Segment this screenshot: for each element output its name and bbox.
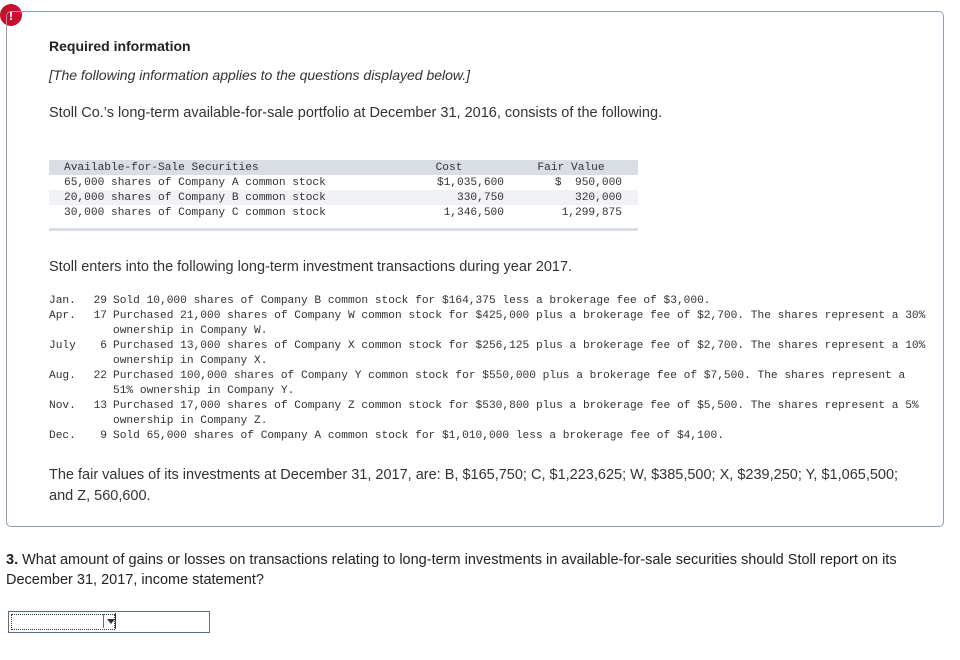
list-item: [49, 399, 929, 429]
required-information-title: Required information: [49, 38, 191, 54]
transaction-month: July: [49, 340, 76, 352]
info-note: [The following information applies to the questions displayed below.]: [49, 67, 471, 83]
security-fair-value: 320,000: [504, 190, 638, 205]
gain-loss-select[interactable]: [11, 614, 115, 630]
transaction-month: Dec.: [49, 430, 76, 442]
list-item: [49, 294, 929, 309]
portfolio-intro: Stoll Co.’s long-term available-for-sale portfolio at December 31, 2016, consists of the following.: [49, 105, 663, 121]
security-fair-value: 1,299,875: [561, 206, 622, 219]
transaction-text: Purchased 100,000 shares of Company Y common stock for $550,000 plus a brokerage fee of $7,500. The shares represent a 51% ownership in Company Y.: [113, 370, 906, 397]
answer-row: [8, 611, 210, 633]
transaction-text: Sold 10,000 shares of Company B common stock for $164,375 less a brokerage fee of $3,000.: [113, 295, 711, 307]
security-cost: 330,750: [394, 190, 504, 205]
security-name: 65,000 shares of Company A common stock: [64, 176, 326, 189]
transaction-month: Apr.: [49, 310, 76, 322]
list-item: [49, 309, 929, 339]
security-fair-value: $ 950,000: [554, 176, 622, 189]
table-row: [49, 175, 638, 190]
transactions-intro: Stoll enters into the following long-term investment transactions during year 2017.: [49, 259, 573, 275]
transaction-text: Purchased 13,000 shares of Company X common stock for $256,125 plus a brokerage fee of $2,700. The shares represent a 10% ownership in Company X.: [113, 340, 926, 367]
table-row: [49, 205, 638, 220]
list-item: [49, 339, 929, 369]
transaction-day: 9: [100, 430, 107, 442]
security-cost: 1,346,500: [443, 206, 504, 219]
transaction-month: Aug.: [49, 370, 76, 382]
transaction-text: Purchased 21,000 shares of Company W common stock for $425,000 plus a brokerage fee of $2,700. The shares represent a 30% ownership in Company W.: [113, 310, 926, 337]
column-header: Fair Value: [504, 160, 638, 175]
list-item: [49, 369, 929, 399]
exclamation-icon: !: [0, 4, 22, 26]
transaction-day: 6: [100, 340, 107, 352]
transaction-month: Nov.: [49, 400, 76, 412]
chevron-down-icon: [107, 619, 115, 624]
transaction-month: Jan.: [49, 295, 76, 307]
transaction-day: 17: [93, 310, 107, 322]
list-item: [49, 429, 929, 444]
column-header: Available-for-Sale Securities: [49, 160, 394, 175]
table-header-row: [49, 160, 638, 175]
transaction-day: 29: [93, 295, 107, 307]
transaction-text: Sold 65,000 shares of Company A common stock for $1,010,000 less a brokerage fee of $4,100.: [113, 430, 724, 442]
securities-table: [49, 160, 638, 220]
question-prompt: [6, 550, 946, 590]
security-name: 30,000 shares of Company C common stock: [64, 206, 326, 219]
table-row: [49, 190, 638, 205]
security-cost: $1,035,600: [436, 176, 504, 189]
fair-values-statement: The fair values of its investments at December 31, 2017, are: B, $165,750; C, $1,223,625; W, $385,500; X, $239,250; Y, $1,065,500; and Z, 560,600.: [49, 467, 899, 504]
transaction-text: Purchased 17,000 shares of Company Z common stock for $530,800 plus a brokerage fee of $5,500. The shares represent a 5% ownership in Company Z.: [113, 400, 919, 427]
amount-input[interactable]: [119, 613, 211, 633]
table-bottom-rule: [49, 228, 638, 231]
question-number: 3.: [6, 552, 19, 568]
column-header: Cost: [394, 160, 504, 175]
transaction-day: 13: [93, 400, 107, 412]
security-name: 20,000 shares of Company B common stock: [49, 190, 394, 205]
question-text: What amount of gains or losses on transactions relating to long-term investments in available-for-sale securities should Stoll report on its December 31, 2017, income statement?: [6, 552, 897, 588]
transaction-day: 22: [93, 370, 107, 382]
transactions-list: [49, 294, 929, 444]
